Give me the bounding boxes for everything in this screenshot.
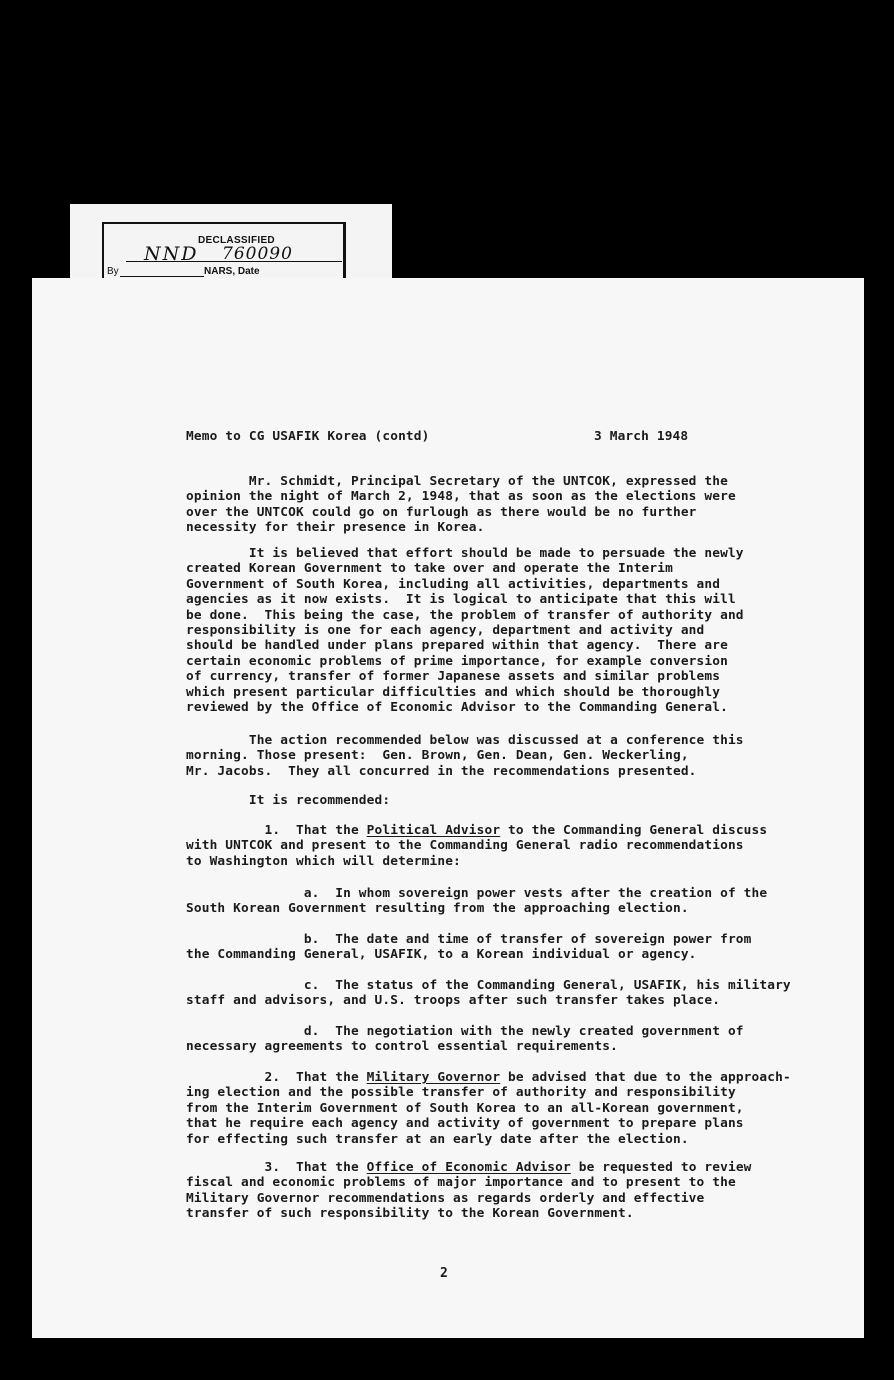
- recommendation-1: [186, 823, 767, 869]
- stamp-rule: [126, 261, 342, 262]
- paragraph-3: The action recommended below was discussed at a conference this morning. Those present: Gen. Brown, Gen. Dean, Gen. Weckerling, Mr. Jacobs. They all concurred in the recommendations presented.: [186, 733, 744, 779]
- stamp-number: 760090: [222, 244, 293, 264]
- recommendation-3: [186, 1160, 752, 1222]
- recommendation-2-lead: 2. That the: [186, 1070, 367, 1085]
- paragraph-1: Mr. Schmidt, Principal Secretary of the UNTCOK, expressed the opinion the night of March 2, 1948, that as soon as the elections were over the UNTCOK could go on furlough as there would be no further necessity for their presence in Korea.: [186, 474, 736, 536]
- paragraph-2: It is believed that effort should be made to persuade the newly created Korean Government to take over and operate the Interim Government of South Korea, including all activities, departments and agencies as it now exists. It is logical to anticipate that this will be done. This being the case, the problem of transfer of authority and responsibility is one for each agency, department and activity and should be handled under plans prepared within that agency. There are certain economic problems of prime importance, for example conversion of currency, transfer of former Japanese assets and similar problems which present particular difficulties and which should be thoroughly reviewed by the Office of Economic Advisor to the Commanding General.: [186, 546, 744, 716]
- subitem-a: a. In whom sovereign power vests after the creation of the South Korean Government resulting from the approaching election.: [186, 886, 768, 917]
- stamp-by-label: By: [107, 266, 119, 277]
- recommendation-3-lead: 3. That the: [186, 1160, 367, 1175]
- stamp-title: DECLASSIFIED: [198, 235, 275, 246]
- memo-subject: Memo to CG USAFIK Korea (contd): [186, 429, 430, 444]
- memo-date: 3 March 1948: [594, 429, 689, 444]
- recommendation-1-text: to the Commanding General discuss with UNTCOK and present to the Commanding General radio recommendations to Washington which will determine:: [186, 823, 768, 869]
- stamp-authority: NND: [144, 243, 199, 265]
- political-advisor-underline: Political Advisor: [366, 823, 501, 838]
- stamp-rule-short: [120, 276, 204, 277]
- recommendation-2-text: be advised that due to the approach- ing election and the possible transfer of authority and responsibility from the Interim Government of South Korea to an all-Korean government, that he require each agency and activity of government to prepare plans for effecting such transfer at an early date after the election.: [186, 1070, 791, 1147]
- stamp-nars-label: NARS, Date: [204, 266, 260, 277]
- recommendation-3-text: be requested to review fiscal and economic problems of major importance and to present to the Military Governor recommendations as regards orderly and effective transfer of such responsibility to the Korean Government.: [186, 1160, 752, 1222]
- recommendation-2: [186, 1070, 791, 1147]
- paragraph-4: It is recommended:: [186, 793, 391, 808]
- subitem-b: b. The date and time of transfer of sovereign power from the Commanding General, USAFIK, to a Korean individual or agency.: [186, 932, 752, 963]
- page-number: 2: [440, 1266, 448, 1281]
- subitem-c: c. The status of the Commanding General, USAFIK, his military staff and advisors, and U.S. troops after such transfer takes place.: [186, 978, 791, 1009]
- subitem-d: d. The negotiation with the newly created government of necessary agreements to control essential requirements.: [186, 1024, 744, 1055]
- memo-page: [32, 278, 864, 1338]
- military-governor-underline: Military Governor: [366, 1070, 501, 1085]
- economic-advisor-underline: Office of Economic Advisor: [366, 1160, 571, 1175]
- declassified-stamp: [102, 222, 346, 280]
- recommendation-1-lead: 1. That the: [186, 823, 367, 838]
